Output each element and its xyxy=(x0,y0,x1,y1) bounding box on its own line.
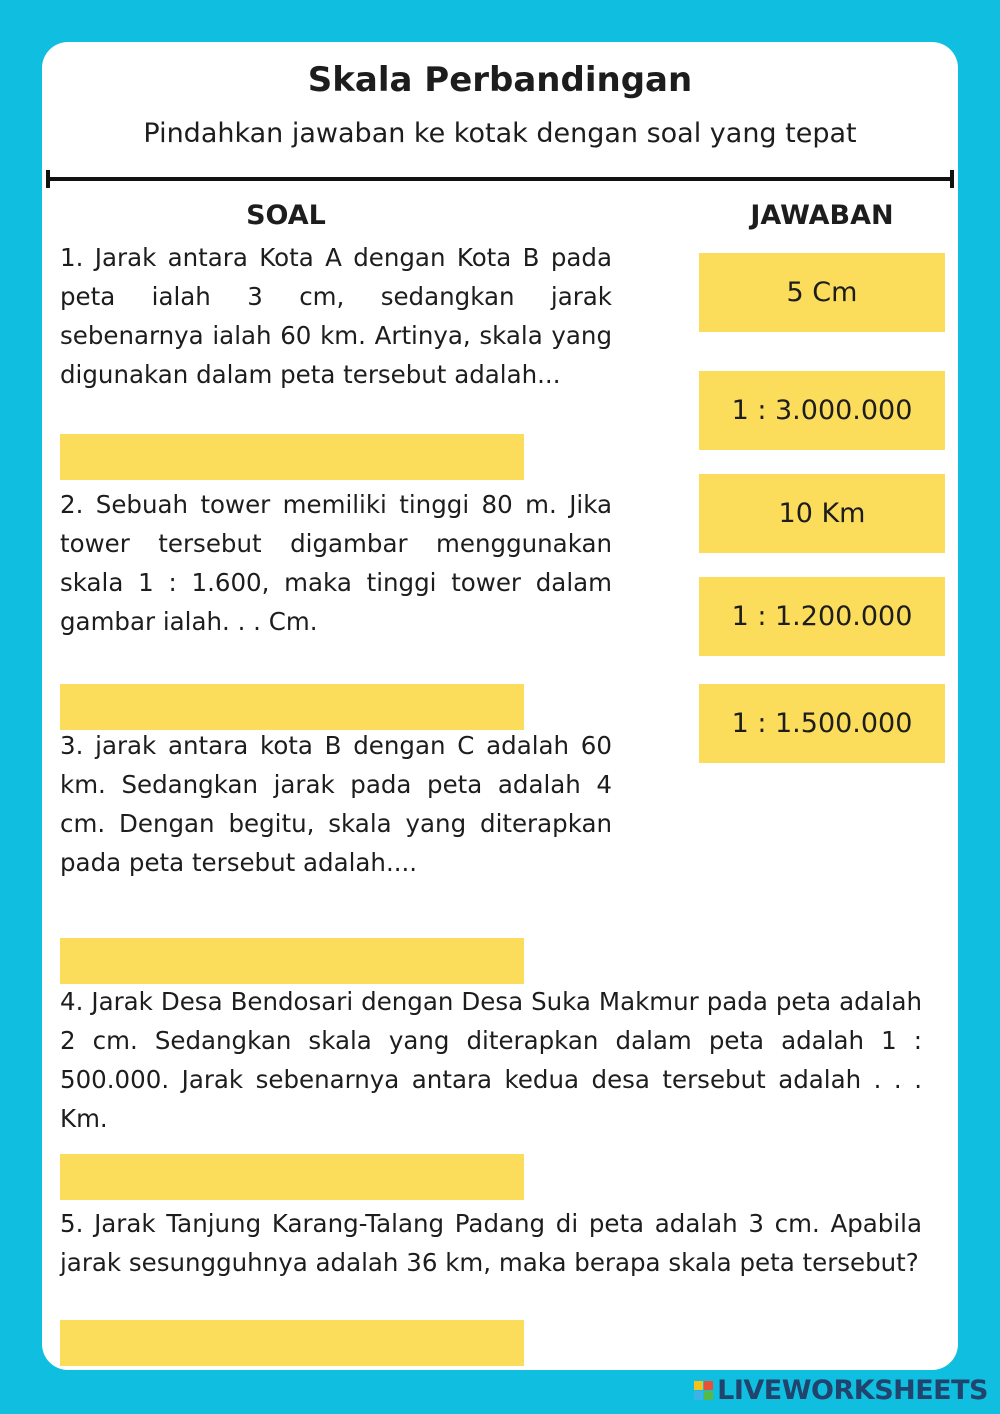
question-1: 1. Jarak antara Kota A dengan Kota B pada peta ialah 3 cm, sedangkan jarak sebenarnya ialah 60 km. Artinya, skala yang digunakan dalam peta tersebut adalah... xyxy=(60,243,612,389)
answer-option[interactable]: 1 : 3.000.000 xyxy=(699,371,945,450)
question-4: 4. Jarak Desa Bendosari dengan Desa Suka Makmur pada peta adalah 2 cm. Sedangkan skala yang diterapkan dalam peta adalah 1 : 500.000. Jarak sebenarnya antara kedua desa tersebut adalah . . . Km. xyxy=(60,987,922,1133)
question-5: 5. Jarak Tanjung Karang-Talang Padang di peta adalah 3 cm. Apabila jarak sesungguhnya adalah 36 km, maka berapa skala peta tersebut? xyxy=(60,1209,922,1277)
liveworksheets-brand xyxy=(694,1375,988,1406)
worksheet-card xyxy=(42,42,958,1370)
divider-line xyxy=(46,177,954,181)
question-3: 3. jarak antara kota B dengan C adalah 60 km. Sedangkan jarak pada peta adalah 4 cm. Dengan begitu, skala yang diterapkan pada peta tersebut adalah.... xyxy=(60,731,612,877)
instruction-text: Pindahkan jawaban ke kotak dengan soal yang tepat xyxy=(143,118,857,149)
answer-dropzone-3[interactable] xyxy=(60,938,524,984)
worksheet-title: Skala Perbandingan xyxy=(307,60,693,100)
liveworksheets-logo-icon xyxy=(694,1381,713,1400)
answer-dropzone-4[interactable] xyxy=(60,1154,524,1200)
answer-dropzone-1[interactable] xyxy=(60,434,524,480)
column-header-soal: SOAL xyxy=(246,200,326,231)
answer-dropzone-5[interactable] xyxy=(60,1320,524,1366)
answer-option[interactable]: 1 : 1.500.000 xyxy=(699,684,945,763)
answer-option[interactable]: 10 Km xyxy=(699,474,945,553)
question-2: 2. Sebuah tower memiliki tinggi 80 m. Jika tower tersebut digambar menggunakan skala 1 : 1.600, maka tinggi tower dalam gambar ialah. . . Cm. xyxy=(60,490,612,636)
answer-dropzone-2[interactable] xyxy=(60,684,524,730)
answer-option[interactable]: 1 : 1.200.000 xyxy=(699,577,945,656)
answer-option[interactable]: 5 Cm xyxy=(699,253,945,332)
brand-name: LIVEWORKSHEETS xyxy=(717,1375,988,1406)
column-header-jawaban: JAWABAN xyxy=(750,200,894,231)
